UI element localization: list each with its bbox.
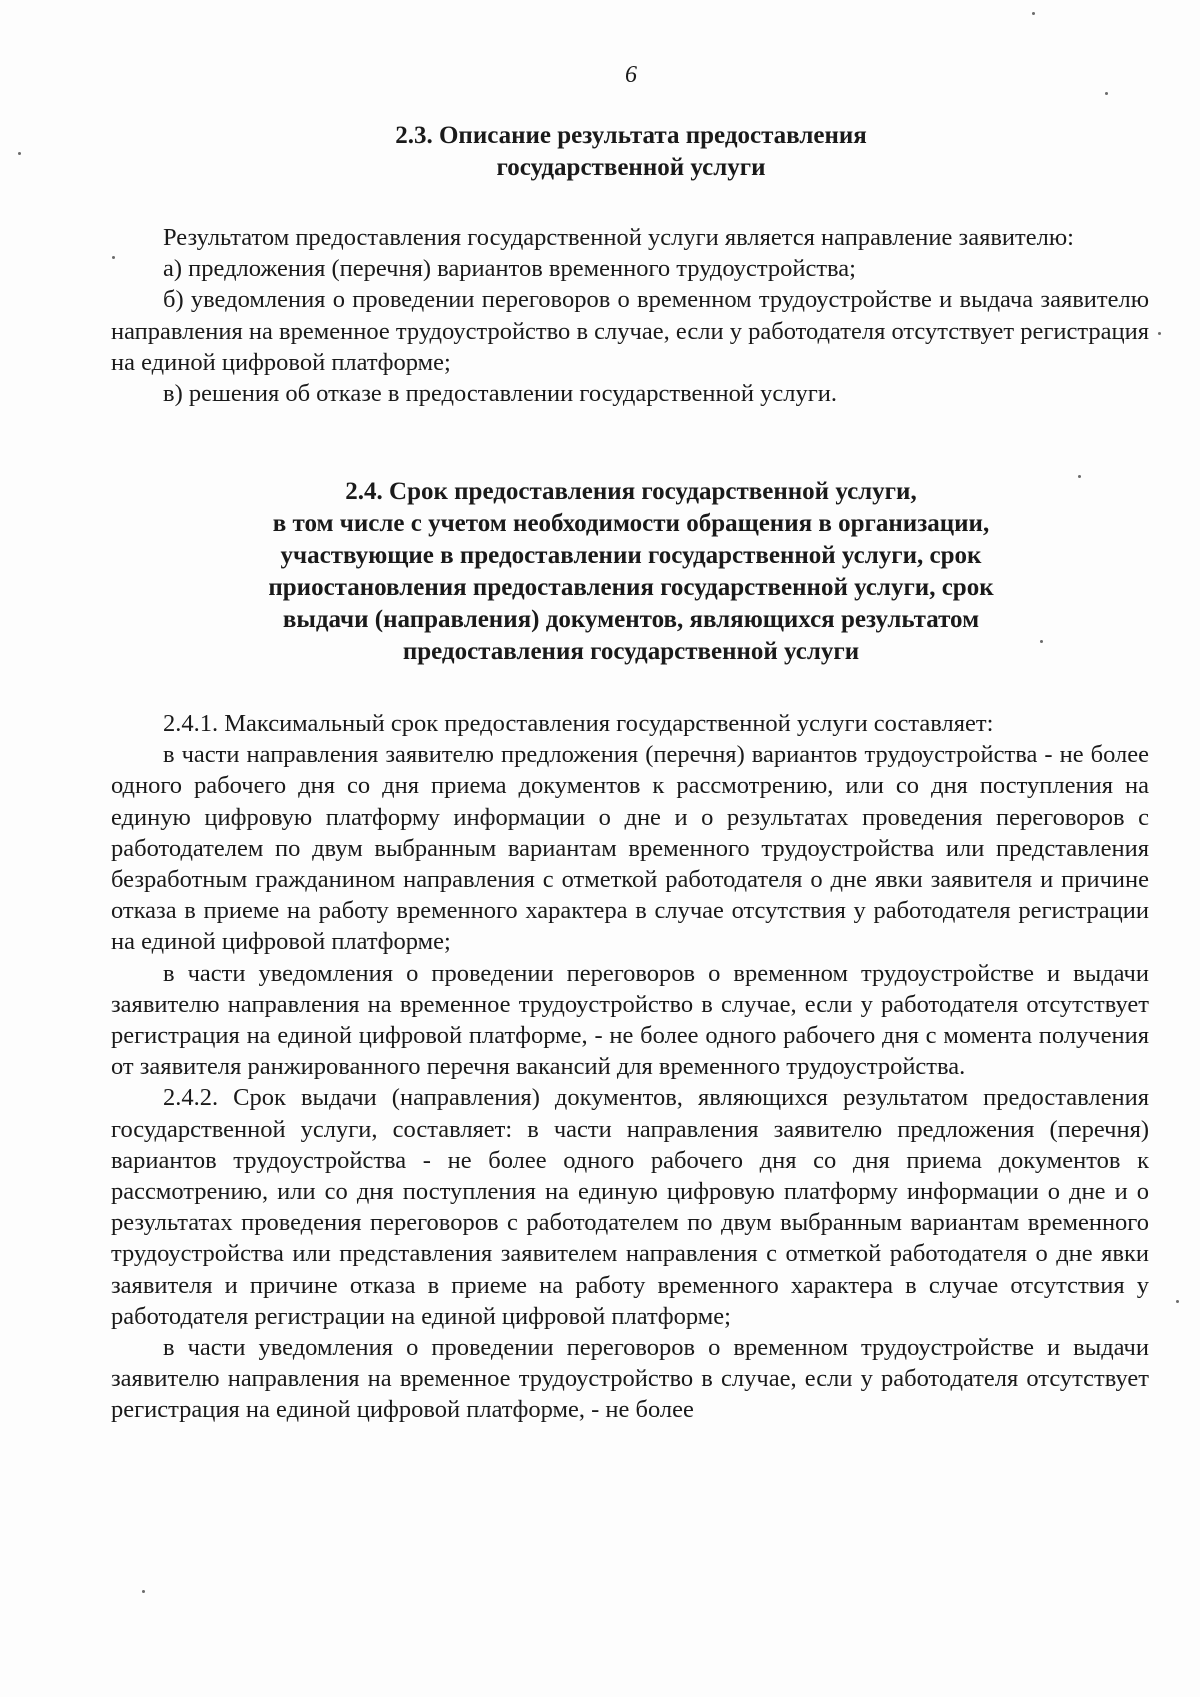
scan-speck — [1032, 12, 1035, 15]
section-2-4-body — [111, 708, 1149, 1426]
heading-line: выдачи (направления) документов, являющихся результатом — [282, 606, 980, 633]
list-item: а) предложения (перечня) вариантов временного трудоустройства; — [163, 255, 856, 283]
section-2-4-heading — [0, 476, 1200, 668]
heading-line: приостановления предоставления государственной услуги, срок — [268, 574, 994, 601]
paragraph: в части уведомления о проведении переговоров о временном трудоустройстве и выдачи заявителю направления на временное трудоустройство в случае, если у работодателя отсутствует регистрация на единой цифровой платформе, - не более — [111, 1334, 1149, 1424]
scan-speck — [142, 1590, 145, 1593]
section-2-3-body — [111, 222, 1149, 409]
paragraph: 2.4.2. Срок выдачи (направления) документов, являющихся результатом предоставления государственной услуги, составляет: в части направления заявителю предложения (перечня) вариантов трудоустройства - не более одного рабочего дня со дня приема документов к рассмотрению, или со дня поступления на единую цифровую платформу информации о дне и о результатах проведения переговоров с работодателем по двум выбранным вариантам временного трудоустройства или представления заявителем направления с отметкой работодателя о дне явки заявителя и причине отказа в приеме на работу временного характера в случае отсутствия у работодателя регистрации на единой цифровой платформе; — [111, 1084, 1149, 1330]
scan-speck — [1176, 1300, 1179, 1303]
scan-speck — [1105, 92, 1108, 95]
heading-line: государственной услуги — [496, 154, 766, 181]
heading-line: 2.4. Срок предоставления государственной услуги, — [345, 478, 917, 505]
section-2-3-heading — [0, 120, 1200, 184]
scan-speck — [1158, 332, 1161, 335]
heading-line: в том числе с учетом необходимости обращения в организации, — [272, 510, 990, 537]
list-item: в) решения об отказе в предоставлении государственной услуги. — [163, 380, 838, 408]
paragraph: Результатом предоставления государственной услуги является направление заявителю: — [163, 224, 1074, 251]
paragraph: в части направления заявителю предложения (перечня) вариантов трудоустройства - не более одного рабочего дня со дня приема документов к рассмотрению, или со дня поступления на единую цифровую платформу информации о дне и о результатах проведения переговоров с работодателем по двум выбранным вариантам временного трудоустройства или представления безработным гражданином направления с отметкой работодателя о дне явки заявителя и причине отказа в приеме на работу временного характера в случае отсутствия у работодателя регистрации на единой цифровой платформе; — [111, 741, 1149, 956]
heading-line: предоставления государственной услуги — [402, 638, 860, 665]
list-item: б) уведомления о проведении переговоров о временном трудоустройстве и выдача заявителю направления на временное трудоустройство в случае, если у работодателя отсутствует регистрация на единой цифровой платформе; — [111, 286, 1149, 376]
paragraph: в части уведомления о проведении переговоров о временном трудоустройстве и выдачи заявителю направления на временное трудоустройство в случае, если у работодателя отсутствует регистрация на единой цифровой платформе, - не более одного рабочего дня с момента получения от заявителя ранжированного перечня вакансий для временного трудоустройства. — [111, 959, 1149, 1081]
page-number: 6 — [625, 62, 637, 88]
heading-line: 2.3. Описание результата предоставления — [395, 122, 867, 149]
heading-line: участвующие в предоставлении государственной услуги, срок — [280, 542, 982, 569]
paragraph: 2.4.1. Максимальный срок предоставления государственной услуги составляет: — [163, 710, 994, 737]
